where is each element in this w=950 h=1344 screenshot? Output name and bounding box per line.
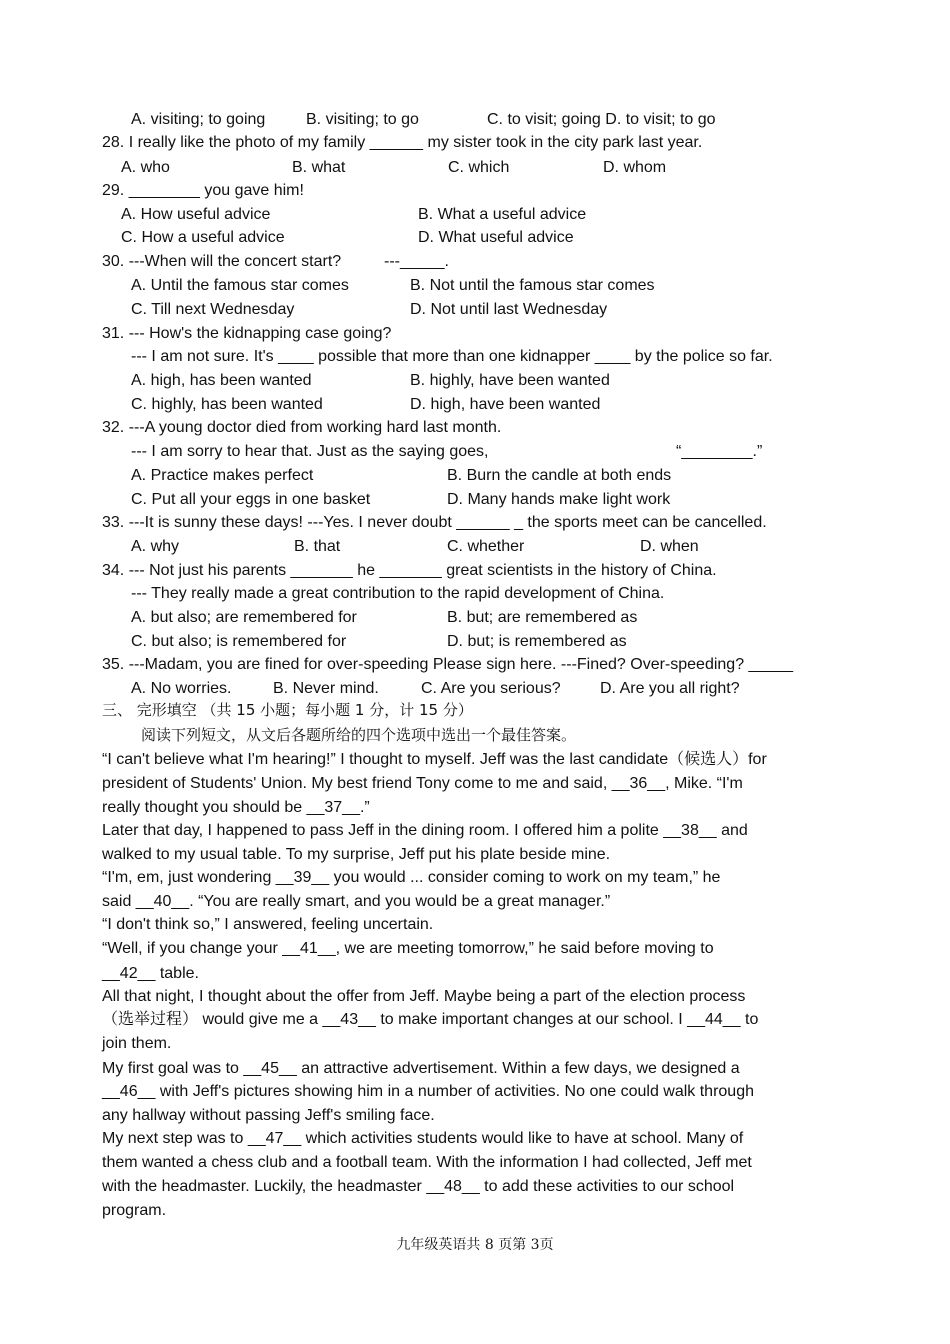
q32-response: --- I am sorry to hear that. Just as the saying goes, [131, 443, 489, 460]
q35-option-b: B. Never mind. [273, 680, 379, 697]
q30-option-d: D. Not until last Wednesday [410, 301, 608, 318]
passage-line: __46__ with Jeff's pictures showing him in a number of activities. No one could walk through [102, 1083, 754, 1100]
q35-option-a: A. No worries. [131, 680, 232, 697]
q31-response-line [0, 346, 950, 368]
q29-stem: 29. ________ you gave him! [102, 182, 304, 199]
q31-options-ab [0, 370, 950, 392]
q35-stem-line [0, 654, 950, 676]
section3-title: 三、 完形填空 （共 15 小题；每小题 1 分，计 15 分） [102, 701, 473, 719]
q30-option-a: A. Until the famous star comes [131, 277, 349, 294]
q34-stem: 34. --- Not just his parents _______ he _______ great scientists in the history of China. [102, 562, 717, 579]
passage-line: program. [102, 1202, 167, 1219]
q32-response-line [0, 441, 950, 463]
q30-response: ---_____. [384, 253, 449, 270]
q34-options-ab [0, 607, 950, 629]
q35-option-d: D. Are you all right? [600, 680, 740, 697]
q29-options-cd [0, 227, 950, 249]
passage-line: __42__ table. [102, 965, 199, 982]
q29-option-b: B. What a useful advice [418, 206, 587, 223]
passage-line: All that night, I thought about the offer from Jeff. Maybe being a part of the election process [102, 988, 746, 1005]
q29-stem-line [0, 180, 950, 202]
q31-option-c: C. highly, has been wanted [131, 396, 323, 413]
section3-instruction: 阅读下列短文，从文后各题所给的四个选项中选出一个最佳答案。 [141, 726, 577, 744]
q28-option-d: D. whom [603, 159, 667, 176]
q30-stem-line [0, 251, 950, 273]
q34-option-a: A. but also; are remembered for [131, 609, 357, 626]
passage-line: My next step was to __47__ which activities students would like to have at school. Many of [102, 1130, 744, 1147]
q34-stem-line [0, 560, 950, 582]
q32-option-c: C. Put all your eggs in one basket [131, 491, 371, 508]
q31-option-b: B. highly, have been wanted [410, 372, 610, 389]
q27-options [0, 109, 950, 131]
passage-line: with the headmaster. Luckily, the headmaster __48__ to add these activities to our school [102, 1178, 735, 1195]
q29-option-c: C. How a useful advice [121, 229, 285, 246]
q32-stem: 32. ---A young doctor died from working hard last month. [102, 419, 502, 436]
q32-options-ab [0, 465, 950, 487]
passage-line: Later that day, I happened to pass Jeff in the dining room. I offered him a polite __38__ and [102, 822, 748, 839]
passage-line: walked to my usual table. To my surprise, Jeff put his plate beside mine. [102, 846, 611, 863]
q30-options-cd [0, 299, 950, 321]
section3-title-line [0, 699, 950, 721]
q33-option-c: C. whether [447, 538, 525, 555]
passage-line: （选举过程） would give me a __43__ to make important changes at our school. I __44__ to [102, 1011, 759, 1028]
q34-response-line [0, 583, 950, 605]
q28-option-b: B. what [292, 159, 346, 176]
passage-line: “Well, if you change your __41__, we are meeting tomorrow,” he said before moving to [102, 940, 714, 957]
passage-line: “I can't believe what I'm hearing!” I thought to myself. Jeff was the last candidate（候选人）for [102, 751, 767, 768]
q28-stem: 28. I really like the photo of my family ______ my sister took in the city park last year. [102, 134, 703, 151]
q30-option-b: B. Not until the famous star comes [410, 277, 655, 294]
q28-stem-line [0, 132, 950, 154]
q35-options [0, 678, 950, 700]
q27-option-cd: C. to visit; going D. to visit; to go [487, 111, 716, 128]
q30-option-c: C. Till next Wednesday [131, 301, 295, 318]
q31-stem: 31. --- How's the kidnapping case going? [102, 325, 392, 342]
passage-line: any hallway without passing Jeff's smiling face. [102, 1107, 435, 1124]
q29-option-d: D. What useful advice [418, 229, 574, 246]
q31-options-cd [0, 394, 950, 416]
q32-stem-line [0, 417, 950, 439]
q31-option-d: D. high, have been wanted [410, 396, 601, 413]
section3-instruction-line [0, 724, 950, 746]
q34-option-c: C. but also; is remembered for [131, 633, 347, 650]
passage-line: said __40__. “You are really smart, and you would be a great manager.” [102, 893, 611, 910]
q33-stem-line [0, 512, 950, 534]
q32-options-cd [0, 489, 950, 511]
q33-options [0, 536, 950, 558]
passage-line: really thought you should be __37__.” [102, 799, 370, 816]
passage-line: join them. [102, 1035, 172, 1052]
q28-option-c: C. which [448, 159, 510, 176]
q35-option-c: C. Are you serious? [421, 680, 561, 697]
q30-stem: 30. ---When will the concert start? [102, 253, 342, 270]
q31-stem-line [0, 323, 950, 345]
q34-option-d: D. but; is remembered as [447, 633, 627, 650]
q31-option-a: A. high, has been wanted [131, 372, 312, 389]
passage-line: “I don't think so,” I answered, feeling uncertain. [102, 916, 434, 933]
q31-response: --- I am not sure. It's ____ possible that more than one kidnapper ____ by the police so far. [131, 348, 773, 365]
q33-option-b: B. that [294, 538, 341, 555]
passage-line: My first goal was to __45__ an attractive advertisement. Within a few days, we designed a [102, 1060, 740, 1077]
q28-options [0, 157, 950, 179]
passage-line: “I'm, em, just wondering __39__ you would ... consider coming to work on my team,” he [102, 869, 721, 886]
q29-options-ab [0, 204, 950, 226]
q29-option-a: A. How useful advice [121, 206, 271, 223]
passage-line: them wanted a chess club and a football team. With the information I had collected, Jeff met [102, 1154, 752, 1171]
q32-option-b: B. Burn the candle at both ends [447, 467, 672, 484]
q27-option-b: B. visiting; to go [306, 111, 419, 128]
page-footer: 九年级英语共 8 页第 3页 [396, 1237, 554, 1253]
q32-option-d: D. Many hands make light work [447, 491, 671, 508]
q33-option-a: A. why [131, 538, 180, 555]
q35-stem: 35. ---Madam, you are fined for over-speeding Please sign here. ---Fined? Over-speeding? _____ [102, 656, 794, 673]
q33-stem: 33. ---It is sunny these days! ---Yes. I never doubt ______ _ the sports meet can be cancelled. [102, 514, 767, 531]
q33-option-d: D. when [640, 538, 699, 555]
q32-option-a: A. Practice makes perfect [131, 467, 314, 484]
q32-blank: “________.” [676, 443, 763, 460]
q34-options-cd [0, 631, 950, 653]
passage-line: president of Students' Union. My best friend Tony come to me and said, __36__, Mike. “I'm [102, 775, 743, 792]
q30-options-ab [0, 275, 950, 297]
q34-option-b: B. but; are remembered as [447, 609, 638, 626]
q34-response: --- They really made a great contribution to the rapid development of China. [131, 585, 665, 602]
q27-option-a: A. visiting; to going [131, 111, 266, 128]
q28-option-a: A. who [121, 159, 170, 176]
